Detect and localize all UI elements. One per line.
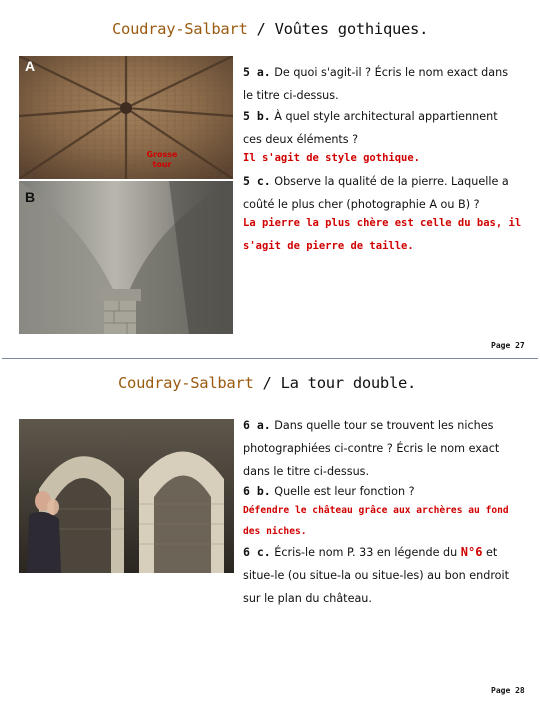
page-title-27 [112,20,428,38]
page-number-28: Page 28 [491,686,525,695]
question-5b: 5 b. À quel style architectural appartiennent ces deux éléments ? [243,109,498,146]
answer-5c: La pierre la plus chère est celle du bas, il s'agit de pierre de taille. [243,217,522,252]
question-6a: 6 a. Dans quelle tour se trouvent les niches photographiées ci-contre ? Écris le nom exact dans le titre ci-dessus. [243,418,500,478]
photo-a-overlay: Grosse tour [146,150,178,169]
answer-5b: Il s'agit de style gothique. [243,152,421,164]
page-title-28 [118,374,416,392]
title-rest: / La tour double. [253,374,417,392]
photo-b-label: B [25,189,36,205]
photo-b-column [19,181,233,334]
question-6b: 6 b. Quelle est leur fonction ? [243,484,415,498]
page-number-27: Page 27 [491,341,525,350]
photo-niches [19,419,234,573]
question-5a: 5 a. De quoi s'agit-il ? Écris le nom exact dans le titre ci-dessus. [243,65,509,102]
photo-a-label: A [25,58,36,74]
page-divider [2,358,538,359]
title-place: Coudray-Salbart [112,20,248,38]
answer-6b: Défendre le château grâce aux archères au fond des niches. [243,505,509,537]
photo-a-vault [19,56,233,179]
question-5c: 5 c. Observe la qualité de la pierre. Laquelle a coûté le plus cher (photographie A ou B) ? [243,174,509,211]
title-place: Coudray-Salbart [118,374,254,392]
question-6c: 6 c. Écris-le nom P. 33 en légende du N°6 et situe-le (ou situe-la ou situe-les) au bon endroit sur le plan du château. [243,545,510,605]
number-highlight: N°6 [460,545,483,559]
title-rest: / Voûtes gothiques. [247,20,429,38]
